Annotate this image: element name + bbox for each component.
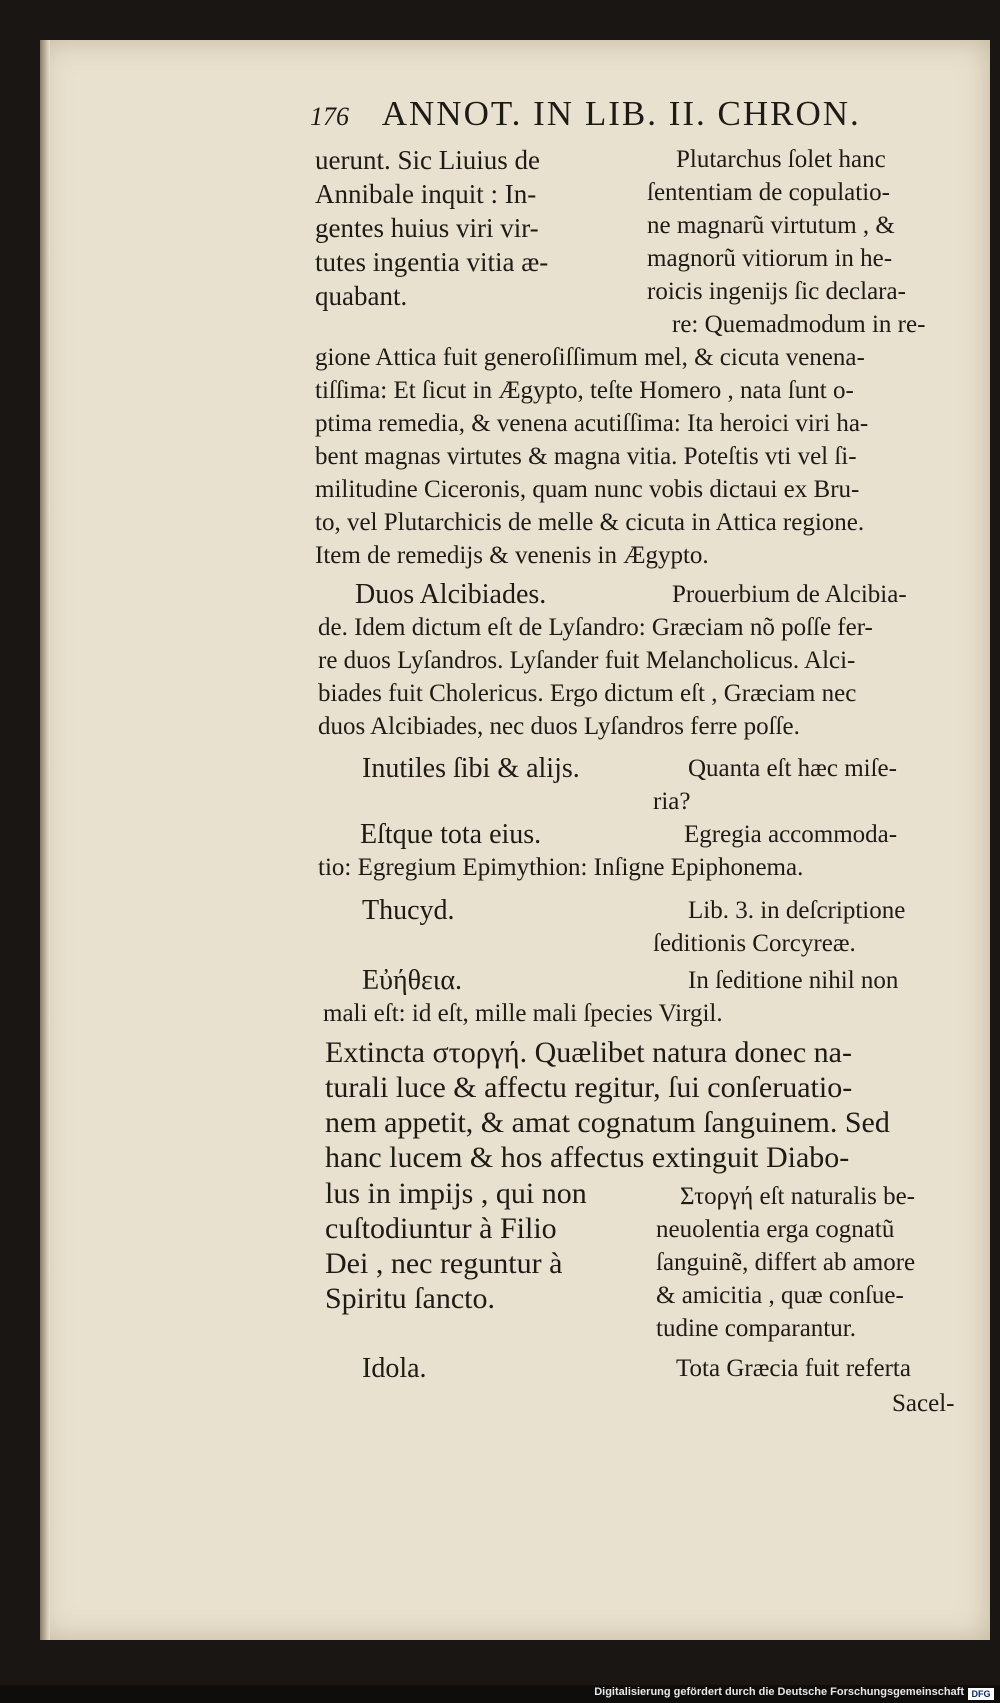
text-line: Extincta στοργή. Quælibet natura donec na- xyxy=(325,1036,852,1069)
text-line: ptima remedia, & venena acutiſſima: Ita heroici viri ha- xyxy=(315,410,869,437)
text-line: magnorũ vitiorum in he- xyxy=(647,245,893,272)
text-line: Στοργή eſt naturalis be- xyxy=(680,1183,915,1210)
text-line: gione Attica fuit generoſiſſimum mel, & cicuta venena- xyxy=(315,344,865,371)
text-line: lus in impijs , qui non xyxy=(325,1177,587,1210)
text-line: nem appetit, & amat cognatum ſanguinem. Sed xyxy=(325,1106,890,1139)
text-line: uerunt. Sic Liuius de xyxy=(315,145,540,175)
text-line: tudine comparantur. xyxy=(656,1315,856,1342)
text-line: Spiritu ſancto. xyxy=(325,1282,495,1315)
text-line: quabant. xyxy=(315,281,408,311)
text-line: biades fuit Cholericus. Ergo dictum eſt , Græciam nec xyxy=(318,680,857,707)
text-line: hanc lucem & hos affectus extinguit Diabo- xyxy=(325,1141,850,1174)
page-number: 176 xyxy=(310,102,349,131)
text-line: militudine Ciceronis, quam nunc vobis dictaui ex Bru- xyxy=(315,476,860,503)
text-line: Item de remedijs & venenis in Ægypto. xyxy=(315,542,709,569)
catchword: Sacel- xyxy=(892,1390,955,1417)
text-line: de. Idem dictum eſt de Lyſandro: Græciam nõ poſſe fer- xyxy=(318,614,873,641)
text-line: & amicitia , quæ conſue- xyxy=(656,1282,904,1309)
dfg-logo: DFG xyxy=(968,1688,994,1700)
text-line: Prouerbium de Alcibia- xyxy=(672,581,907,608)
footer-credit: Digitalisierung gefördert durch die Deutsche Forschungsgemeinschaft xyxy=(594,1686,964,1698)
text-line: re: Quemadmodum in re- xyxy=(672,311,926,338)
text-line: gentes huius viri vir- xyxy=(315,213,539,243)
text-line: Lib. 3. in deſcriptione xyxy=(688,897,906,924)
text-line: Annibale inquit : In- xyxy=(315,179,537,209)
text-line: In ſeditione nihil non xyxy=(688,967,899,994)
text-line: ſeditionis Corcyreæ. xyxy=(653,930,856,957)
lemma-heading: Inutiles ſibi & alijs. xyxy=(362,753,580,784)
text-line: tiſſima: Et ſicut in Ægypto, teſte Homero , nata ſunt o- xyxy=(315,377,854,404)
text-line: to, vel Plutarchicis de melle & cicuta in Attica regione. xyxy=(315,509,865,536)
text-line: tutes ingentia vitia æ- xyxy=(315,247,549,277)
text-line: duos Alcibiades, nec duos Lyſandros ferre poſſe. xyxy=(318,713,800,740)
lemma-heading: Εὐήθεια. xyxy=(362,965,462,996)
text-line: neuolentia erga cognatũ xyxy=(656,1216,895,1243)
text-line: turali luce & affectu regitur, ſui conſeruatio- xyxy=(325,1071,853,1104)
text-line: bent magnas virtutes & magna vitia. Poteſtis vti vel ſi- xyxy=(315,443,857,470)
lemma-heading: Idola. xyxy=(362,1353,427,1384)
text-line: Tota Græcia fuit referta xyxy=(676,1355,911,1382)
text-line: tio: Egregium Epimythion: Inſigne Epiphonema. xyxy=(318,854,804,881)
running-header xyxy=(310,94,910,134)
lemma-heading: Thucyd. xyxy=(362,895,455,926)
text-line: Quanta eſt hæc miſe- xyxy=(688,755,897,782)
text-line: Dei , nec reguntur à xyxy=(325,1247,563,1280)
text-line: Plutarchus ſolet hanc xyxy=(676,146,886,173)
text-line: re duos Lyſandros. Lyſander fuit Melancholicus. Alci- xyxy=(318,647,856,674)
text-line: ſanguinẽ, differt ab amore xyxy=(656,1249,916,1276)
page-binding-shadow xyxy=(40,40,50,1640)
text-line: Egregia accommoda- xyxy=(684,821,898,848)
text-line: mali eſt: id eſt, mille mali ſpecies Virgil. xyxy=(323,1000,723,1027)
lemma-heading: Duos Alcibiades. xyxy=(355,579,547,610)
text-line: ſententiam de copulatio- xyxy=(647,179,890,206)
text-line: ria? xyxy=(653,788,691,815)
text-line: roicis ingenijs ſic declara- xyxy=(647,278,906,305)
lemma-heading: Eſtque tota eius. xyxy=(360,819,542,850)
text-line: ne magnarũ virtutum , & xyxy=(647,212,895,239)
text-line: cuſtodiuntur à Filio xyxy=(325,1212,557,1245)
running-title: ANNOT. IN LIB. II. CHRON. xyxy=(381,94,861,133)
